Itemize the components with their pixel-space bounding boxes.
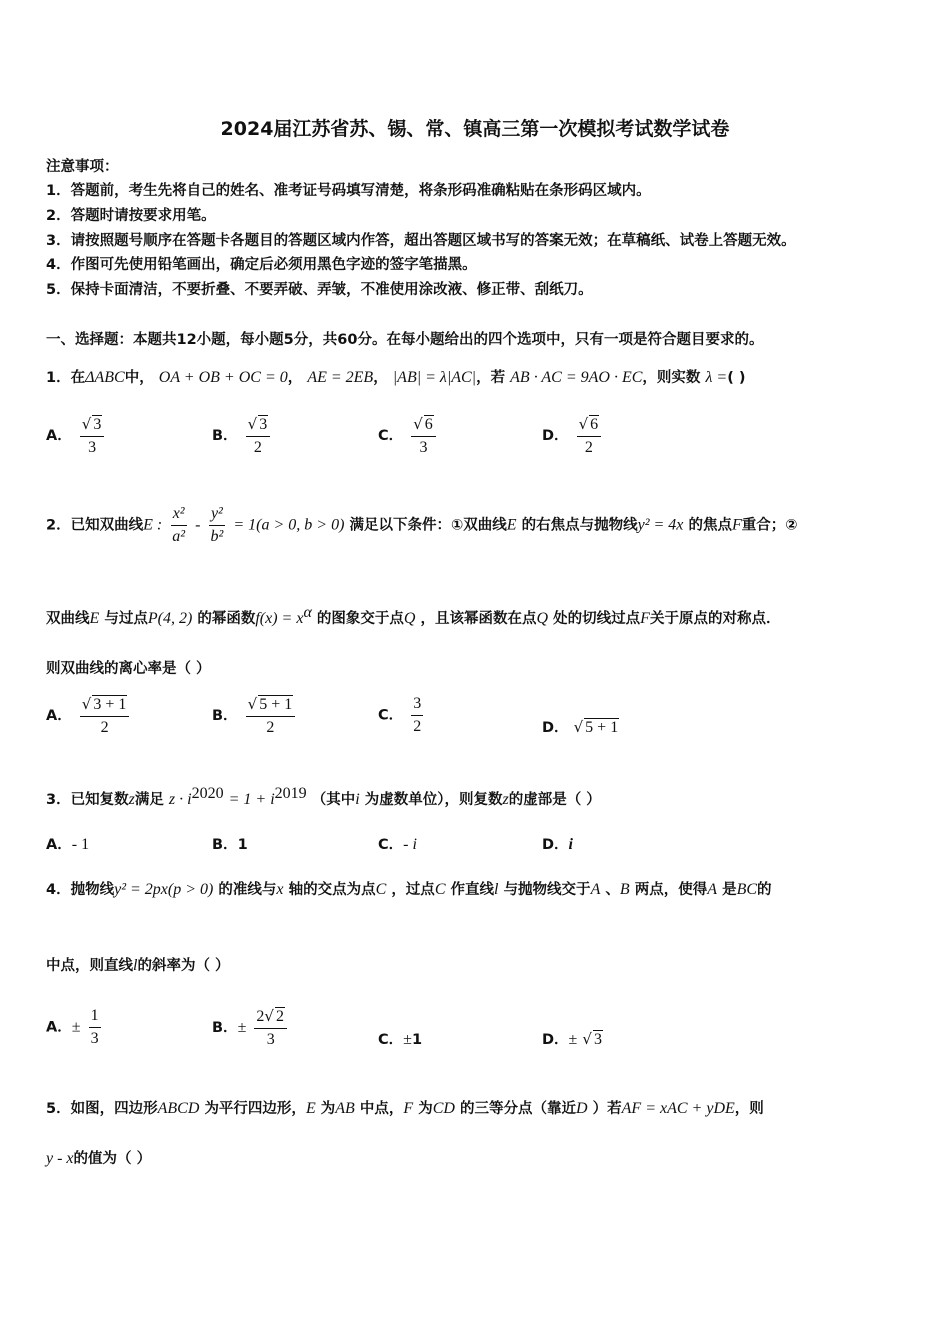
question-2-line-1: 2．已知双曲线E : $\frac{\text{x²}}{\text{a²}}$ - $\frac{\text{y²}}{\text{b²}}$ = 1(a > 0, b > 0) 满足以下条件：①双曲线E 的右焦点与抛物线y² = 4x 的焦点F重合；② bbox=[46, 505, 798, 545]
question-2-line-2: 双曲线E 与过点P(4, 2) 的幂函数$f(x) = x^\alpha$ 的图象交于点Q ，且该幂函数在点Q 处的切线过点F关于原点的对称点． bbox=[46, 604, 781, 627]
q3-option-b[interactable]: B．1 bbox=[212, 837, 248, 853]
question-5-line-1: 5．如图，四边形ABCD 为平行四边形，E 为AB 中点，F 为CD 的三等分点（靠近D ）若AF = xAC + yDE，则 bbox=[46, 1100, 764, 1117]
notice-item-5: 5．保持卡面清洁，不要折叠、不要弄破、弄皱，不准使用涂改液、修正带、刮纸刀。 bbox=[46, 282, 593, 298]
q1-option-d[interactable]: D． $\frac{√ 6}{2}$ bbox=[542, 414, 604, 458]
question-4-line-2: 中点，则直线l的斜率为（ ） bbox=[46, 957, 230, 974]
q1-option-a[interactable]: A． $\frac{√ 3}{3}$ bbox=[46, 414, 107, 458]
page-title: 2024届江苏省苏、锡、常、镇高三第一次模拟考试数学试卷 bbox=[220, 118, 730, 140]
q2-option-d[interactable]: D． √ 5 + 1 bbox=[542, 718, 619, 736]
q4-option-a[interactable]: A．± $\frac{1}{3}$ bbox=[46, 1007, 99, 1047]
section-header: 一、选择题：本题共12小题，每小题5分，共60分。在每小题给出的四个选项中，只有一项是符合题目要求的。 bbox=[46, 332, 764, 348]
q4-option-c[interactable]: C．±1 bbox=[378, 1031, 423, 1048]
q4-option-b[interactable]: B．± $\frac{2√ 2}{3}$ bbox=[212, 1006, 290, 1050]
question-1: 1．在ΔABC中， OA + OB + OC = 0， AE = 2EB， |AB| = λ|AC|，若 AB · AC = 9AO · EC，则实数 λ =( ) bbox=[46, 369, 746, 386]
question-3: 3．已知复数z满足 $z \cdot i^{2020} = 1 + i^{2019}$ （其中i 为虚数单位），则复数z的虚部是（ ） bbox=[46, 785, 601, 808]
q2-option-a[interactable]: A． $\frac{√ 3 + 1}{2}$ bbox=[46, 694, 132, 738]
q1-option-c[interactable]: C． $\frac{√ 6}{3}$ bbox=[378, 414, 439, 458]
question-5-line-2: y - x的值为（ ） bbox=[46, 1150, 152, 1167]
question-2-line-3: 则双曲线的离心率是（ ） bbox=[46, 661, 211, 677]
notice-item-1: 1．答题前，考生先将自己的姓名、准考证号码填写清楚，将条形码准确粘贴在条形码区域内。 bbox=[46, 183, 651, 199]
q4-option-d[interactable]: D．± √ 3 bbox=[542, 1030, 602, 1048]
q3-option-d[interactable]: D．i bbox=[542, 836, 573, 853]
q1-option-b[interactable]: B． $\frac{√ 3}{2}$ bbox=[212, 414, 273, 458]
question-4-line-1: 4．抛物线y² = 2px(p > 0) 的准线与x 轴的交点为点C ，过点C 作直线l 与抛物线交于A 、B 两点，使得A 是BC的 bbox=[46, 881, 772, 898]
q2-option-b[interactable]: B． $\frac{√ 5 + 1}{2}$ bbox=[212, 694, 298, 738]
notice-item-3: 3．请按照题号顺序在答题卡各题目的答题区域内作答，超出答题区域书写的答案无效；在草稿纸、试卷上答题无效。 bbox=[46, 233, 796, 249]
q2-option-c[interactable]: C． $\frac{3}{2}$ bbox=[378, 695, 422, 735]
notice-item-4: 4．作图可先使用铅笔画出，确定后必须用黑色字迹的签字笔描黑。 bbox=[46, 257, 477, 273]
notice-heading: 注意事项： bbox=[46, 159, 119, 175]
q3-option-a[interactable]: A．- 1 bbox=[46, 836, 90, 853]
q3-option-c[interactable]: C．- i bbox=[378, 836, 417, 853]
notice-item-2: 2．答题时请按要求用笔。 bbox=[46, 208, 216, 224]
